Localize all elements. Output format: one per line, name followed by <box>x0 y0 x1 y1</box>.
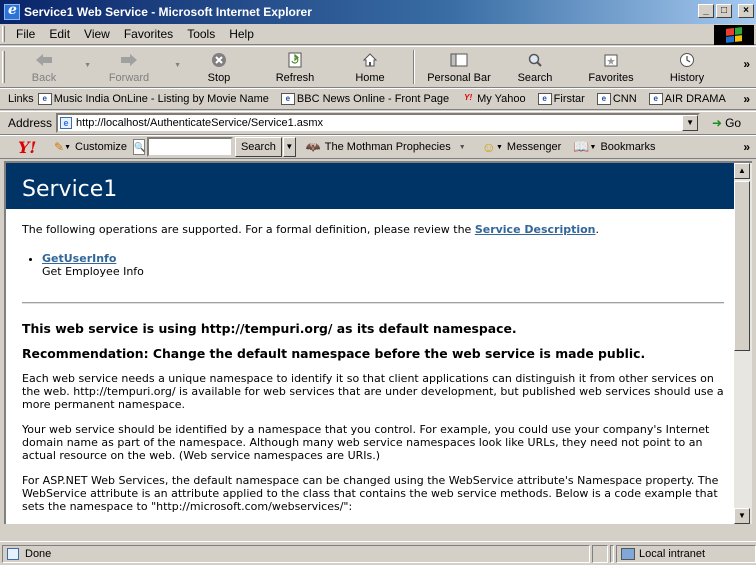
address-url[interactable]: http://localhost/AuthenticateService/Service1.asmx <box>76 117 324 129</box>
yahoo-search-button[interactable]: Search <box>235 137 282 157</box>
forward-dropdown-icon[interactable]: ▼ <box>174 62 181 69</box>
namespace-heading: This web service is using http://tempuri.org/ as its default namespace. <box>22 321 517 336</box>
links-chevron-icon[interactable]: » <box>743 92 750 106</box>
messenger-button[interactable]: Messenger <box>506 141 562 153</box>
status-text: Done <box>25 547 52 560</box>
link-air-drama[interactable] <box>649 93 726 105</box>
link-label: Music India OnLine - Listing by Movie Name <box>53 93 269 105</box>
status-cell <box>610 545 614 563</box>
personal-bar-label: Personal Bar <box>427 72 491 84</box>
menu-favorites[interactable]: Favorites <box>123 27 174 41</box>
mothman-link[interactable]: The Mothman Prophecies <box>324 141 451 153</box>
refresh-icon <box>288 51 302 69</box>
favorites-icon <box>603 51 619 69</box>
namespace-paragraph-3: For ASP.NET Web Services, the default namespace can be changed using the WebService attribute's Namespace property. The WebService attribute is an attribute applied to the class that contains the web service methods. Below is a code example that sets the namespace to "http://microsoft.com/webservices/": <box>22 474 719 513</box>
personal-bar-button[interactable] <box>419 47 499 87</box>
address-label: Address <box>8 116 53 130</box>
home-label: Home <box>355 72 385 84</box>
menu-edit[interactable]: Edit <box>49 27 71 41</box>
close-button[interactable]: × <box>738 4 754 18</box>
yahoo-icon: Y! <box>464 93 473 102</box>
menu-bar <box>0 24 756 45</box>
favorites-label: Favorites <box>588 72 634 84</box>
menu-tools[interactable]: Tools <box>187 27 216 41</box>
mothman-dropdown-icon[interactable]: ▼ <box>458 143 466 151</box>
standard-toolbar <box>0 46 756 88</box>
link-label: CNN <box>612 93 637 105</box>
windows-logo-icon <box>726 27 742 43</box>
toolbar-grip <box>2 51 5 83</box>
yahoo-search-dropdown-icon[interactable]: ▼ <box>283 137 296 157</box>
menu-grip <box>2 26 5 42</box>
page-icon: e <box>281 93 295 105</box>
home-button[interactable] <box>331 47 409 87</box>
yahoo-toolbar <box>0 135 756 159</box>
page-icon: e <box>60 117 72 129</box>
bookmarks-button[interactable]: Bookmarks <box>600 141 656 153</box>
forward-arrow-icon <box>120 51 138 69</box>
messenger-dropdown-icon[interactable]: ▼ <box>495 143 503 151</box>
pencil-icon[interactable]: ✎ <box>54 140 65 154</box>
link-label: Firstar <box>553 93 585 105</box>
maximize-button[interactable]: □ <box>716 4 732 18</box>
links-label: Links <box>8 93 34 105</box>
forward-button[interactable] <box>79 47 179 87</box>
operation-description: Get Employee Info <box>42 265 144 278</box>
back-label: Back <box>31 72 57 84</box>
toolbar-separator <box>413 50 415 84</box>
bookmarks-icon[interactable]: 📖 <box>573 139 590 154</box>
search-button[interactable] <box>499 47 571 87</box>
favorites-button[interactable] <box>571 47 651 87</box>
history-label: History <box>669 72 705 84</box>
namespace-paragraph-2: Your web service should be identified by a namespace that you control. For example, you could use your company's Internet domain name as part of the namespace. Although many web service namespaces look like URLs, they need not point to an actual resource on the web. (Web service namespaces are URIs.) <box>22 423 710 462</box>
bookmarks-dropdown-icon[interactable]: ▼ <box>589 143 597 151</box>
go-button[interactable] <box>712 116 741 130</box>
zone-label: Local intranet <box>639 547 706 560</box>
link-cnn[interactable] <box>597 93 637 105</box>
back-button[interactable] <box>9 47 91 87</box>
page-content <box>4 161 734 524</box>
home-icon <box>362 51 378 69</box>
status-main <box>2 545 590 563</box>
windows-throbber <box>714 25 754 45</box>
minimize-button[interactable]: _ <box>698 4 714 18</box>
link-label: AIR DRAMA <box>664 93 726 105</box>
status-bar <box>0 541 756 565</box>
title-bar <box>0 0 756 24</box>
forward-label: Forward <box>108 72 150 84</box>
window-title: Service1 Web Service - Microsoft Internet Explorer <box>24 5 312 19</box>
customize-button[interactable]: Customize <box>75 141 127 153</box>
address-input[interactable] <box>56 113 700 133</box>
intro-text: The following operations are supported. For a formal definition, please review the <box>22 223 475 236</box>
intranet-icon <box>621 548 635 560</box>
personal-bar-icon <box>450 51 468 69</box>
history-icon <box>679 51 695 69</box>
page-icon: e <box>649 93 663 105</box>
scroll-down-icon[interactable]: ▼ <box>734 508 750 524</box>
link-label: BBC News Online - Front Page <box>296 93 450 105</box>
menu-file[interactable]: File <box>16 27 36 41</box>
yahoo-search-input[interactable] <box>147 137 233 157</box>
refresh-label: Refresh <box>275 72 315 84</box>
go-arrow-icon: ➜ <box>712 116 723 130</box>
toolbar-chevron-icon[interactable]: » <box>743 57 750 71</box>
mothman-icon: 🦇 <box>305 140 321 154</box>
stop-label: Stop <box>207 72 231 84</box>
go-label: Go <box>725 116 742 130</box>
stop-icon <box>211 51 227 69</box>
page-icon: e <box>538 93 552 105</box>
status-zone <box>616 545 756 563</box>
search-icon <box>527 51 543 69</box>
page-icon: e <box>597 93 611 105</box>
operations-list <box>42 252 734 278</box>
intro-paragraph: The following operations are supported. For a formal definition, please review the Service Description. <box>22 223 600 236</box>
menu-help[interactable]: Help <box>229 27 254 41</box>
namespace-paragraph-1: Each web service needs a unique namespace to identify it so that client applications can distinguish it from other services on the web. http://tempuri.org/ is available for web services that are under development, but published web services should use a more permanent namespace. <box>22 372 724 411</box>
back-arrow-icon <box>35 51 53 69</box>
operation-getuserinfo-link[interactable]: GetUserInfo <box>42 252 117 265</box>
address-dropdown-icon[interactable]: ▼ <box>682 115 698 131</box>
search-type-icon[interactable]: 🔍 <box>133 139 145 155</box>
links-bar <box>0 88 756 110</box>
address-bar <box>0 111 756 135</box>
scroll-thumb[interactable] <box>734 181 750 351</box>
customize-dropdown-icon[interactable]: ▼ <box>64 143 71 151</box>
menu-view[interactable]: View <box>84 27 110 41</box>
messenger-icon[interactable]: ☺ <box>481 139 496 155</box>
link-my-yahoo[interactable] <box>461 93 526 105</box>
status-cell <box>592 545 608 563</box>
page-icon <box>7 548 19 560</box>
link-bbc-news[interactable] <box>281 93 449 105</box>
stop-button[interactable] <box>179 47 259 87</box>
link-firstar[interactable] <box>538 93 585 105</box>
divider <box>22 302 724 304</box>
back-dropdown-icon[interactable]: ▼ <box>84 62 91 69</box>
link-music-india[interactable] <box>38 93 269 105</box>
scroll-up-icon[interactable]: ▲ <box>734 163 750 179</box>
recommendation-heading: Recommendation: Change the default namespace before the web service is made public. <box>22 346 646 361</box>
refresh-button[interactable] <box>259 47 331 87</box>
page-heading: Service1 <box>6 163 734 209</box>
page-icon: e <box>38 93 52 105</box>
search-label: Search <box>517 72 553 84</box>
link-label: My Yahoo <box>477 93 526 105</box>
list-item <box>42 252 734 278</box>
ie-icon <box>4 4 20 20</box>
yahoo-chevron-icon[interactable]: » <box>743 140 750 154</box>
service-description-link[interactable]: Service Description <box>474 223 596 236</box>
vertical-scrollbar[interactable] <box>734 161 752 524</box>
history-button[interactable] <box>651 47 723 87</box>
yahoo-logo[interactable]: Y! <box>18 137 37 157</box>
